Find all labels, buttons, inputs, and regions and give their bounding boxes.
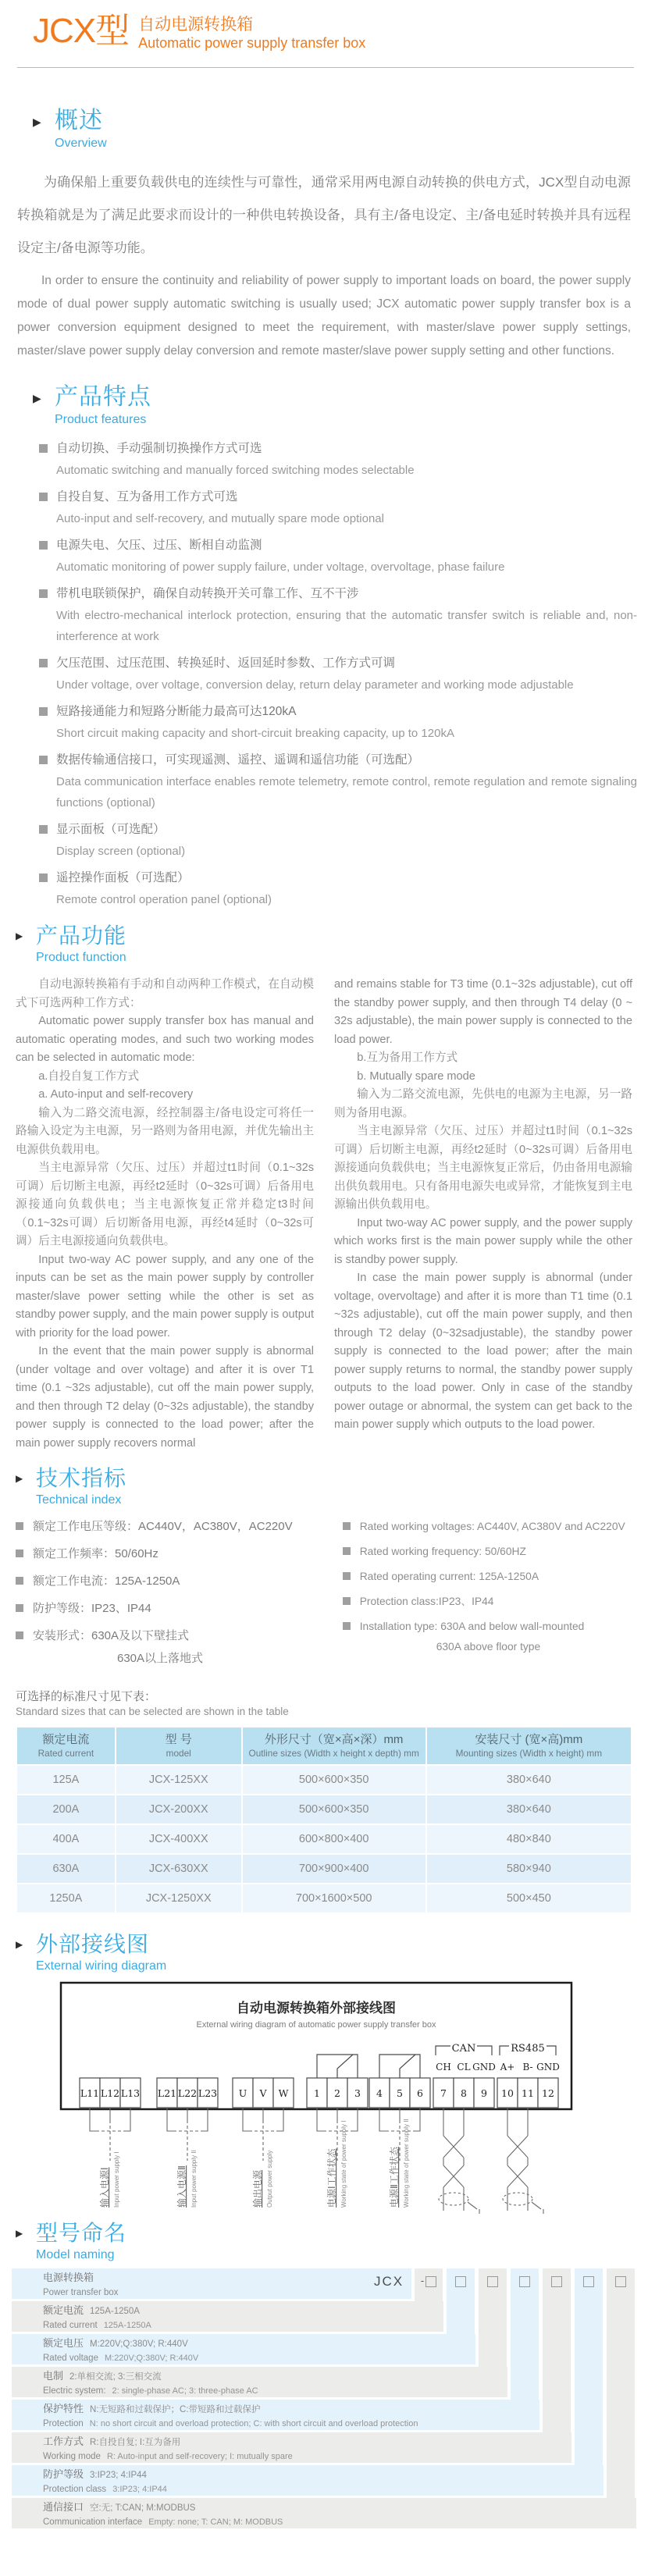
function-paragraph: 输入为二路交流电源，经控制器主/备电设定可将任一路输入设定为主电源，另一路则为备用电源，并优先输出主电源供负载用电。 [16,1106,314,1156]
twisted-pair-cable [503,2108,549,2214]
feature-text-cn: 欠压范围、过压范围、转换延时、返回延时参数、工作方式可调 [56,656,396,670]
sizes-note-cn: 可选择的标准尺寸见下表： [16,1690,157,1703]
tech-item: 安装形式：630A及以下壁挂式 [16,1628,343,1644]
overview-heading-cn: 概述 [55,108,103,133]
table-cell: 200A [17,1795,115,1823]
feature-text-cn: 遥控操作面板（可选配） [56,871,190,884]
feature-text-cn: 短路接通能力和短路分断能力最高可达120kA [56,705,297,718]
svg-text:2: 2 [334,2087,340,2099]
naming-heading-en: Model naming [36,2248,115,2261]
designator-box [425,2276,436,2287]
svg-text:7: 7 [440,2087,447,2099]
svg-text:CL: CL [457,2062,471,2073]
header-divider [17,67,634,68]
tech-item: Rated operating current: 125A-1250A [343,1568,632,1585]
table-cell: 630A [17,1855,115,1883]
bullet-square-icon [343,1522,351,1530]
svg-text:GND: GND [536,2062,560,2073]
svg-text:Input power supply II: Input power supply II [190,2150,198,2208]
svg-text:L13: L13 [120,2087,141,2099]
twisted-pair-cable [439,2108,485,2214]
wiring-heading-en: External wiring diagram [36,1959,167,1973]
bullet-square-icon [16,1577,23,1585]
function-paragraph: 输入为二路交流电源，先供电的电源为主电源，另一路则为备用电源。 [334,1088,632,1119]
designator-box [519,2276,530,2287]
tech-column-en [343,1518,632,1676]
wiring-title-en: External wiring diagram of automatic power supply transfer box [196,2020,436,2030]
wire-stubs [90,2108,420,2161]
function-paragraph: b.互为备用工作方式 [357,1051,458,1064]
table-cell: JCX-400XX [116,1825,241,1853]
section-product-function [0,923,648,1453]
function-paragraph: a. Auto-input and self-recovery [38,1088,194,1101]
table-cell: 500×600×350 [243,1766,425,1794]
sizes-table [16,1726,632,1914]
svg-text:L22: L22 [177,2087,198,2099]
function-paragraph: Automatic power supply transfer box has manual and automatic operating modes, and such two working modes can be selected in automatic mode: [16,1015,314,1064]
feature-text-en: Short circuit making capacity and short-circuit breaking capacity, up to 120kA [56,727,454,740]
bullet-square-icon [343,1572,351,1580]
svg-text:V: V [259,2087,267,2099]
designator-box [551,2276,562,2287]
feature-item [0,438,648,481]
feature-item [0,749,648,813]
bullet-square-icon [39,589,48,598]
tech-item: 防护等级：IP23、IP44 [16,1600,343,1617]
product-title-en: Automatic power supply transfer box [138,35,366,51]
designator-box [487,2276,498,2287]
svg-text:L11: L11 [80,2087,100,2099]
bullet-square-icon [16,1604,23,1612]
bullet-square-icon [39,444,48,453]
dash-separator: - [420,2275,425,2286]
feature-text-en: Remote control operation panel (optional) [56,893,272,906]
function-paragraph: In the event that the main power supply is abnormal (under voltage and over voltage) and after it is over T1 time (0.1 ~32s adjustable), cut off the main power supply, and then through T2 delay (0~32s adjustable), the standby power supply is connected to the load power; after the main power supply recovers normal [16,1345,314,1450]
feature-text-en: Automatic switching and manually forced switching modes selectable [56,464,415,477]
tech-item: Installation type: 630A and below wall-mounted [343,1618,632,1635]
function-paragraph: a.自投自复工作方式 [38,1069,140,1083]
svg-text:CH: CH [436,2062,451,2073]
tech-column-cn [16,1518,343,1676]
section-overview [0,107,648,363]
svg-text:10: 10 [501,2087,514,2099]
function-heading-cn: 产品功能 [36,923,127,948]
wiring-heading-cn: 外部接线图 [36,1932,150,1956]
triangle-marker-icon: ▶ [16,2228,23,2239]
section-product-features [0,383,648,910]
naming-row: 额定电流 125A-1250A Rated current 125A-1250A [12,2301,443,2332]
sizes-note [16,1688,632,1718]
can-bus-label: CAN [451,2043,476,2055]
naming-row: 通信接口 空:无; T:CAN; M:MODBUS Communication interface Empty: none; T: CAN; M: MODBUS [12,2498,636,2528]
svg-text:输入电源Ⅱ: 输入电源Ⅱ [176,2165,187,2208]
table-cell: 480×840 [427,1825,631,1853]
tech-item: 额定工作电压等级：AC440V，AC380V，AC220V [16,1518,343,1535]
overview-heading-en: Overview [55,137,107,150]
table-row [17,1884,631,1912]
table-cell: 500×600×350 [243,1795,425,1823]
ground-symbol-icon [538,2209,549,2214]
section-technical-index [0,1465,648,1676]
svg-text:3: 3 [354,2087,361,2099]
designator-box [455,2276,466,2287]
svg-text:W: W [278,2087,289,2099]
naming-row: 保护特性 N:无短路和过载保护；C:带短路和过载保护 Protection N: no short circuit and overload protection; C: with short circuit and overload protection [12,2400,539,2430]
tech-heading [0,1465,648,1509]
bullet-square-icon [343,1622,351,1630]
svg-text:A+: A+ [500,2062,515,2073]
bullet-square-icon [343,1547,351,1555]
naming-row: 防护等级 3:IP23; 4:IP44 Protection class 3:IP23; 4:IP44 [12,2465,603,2496]
table-cell: 580×940 [427,1855,631,1883]
function-columns [0,976,648,1453]
svg-text:L12: L12 [100,2087,120,2099]
designator-strip [607,2268,635,2528]
svg-text:4: 4 [376,2087,383,2099]
function-paragraph: In case the main power supply is abnormal (under voltage, overvoltage) and after it is more than T1 time (0.1 ~32s adjustable), cut off the main power supply, and then through T2 delay (0~32sadjustable), the standby power supply is connected to the load power; after the main power supply returns to normal, the standby power supply outputs to the load power. Only in case of the standby power outage or abnormal, the system can get back to the main power supply which outputs to the load power. [334,1272,632,1431]
tech-heading-en: Technical index [36,1493,122,1507]
svg-text:12: 12 [542,2087,554,2099]
section-model-naming [0,2220,648,2528]
bullet-square-icon [16,1550,23,1557]
designator-box [583,2276,594,2287]
table-cell: JCX-200XX [116,1795,241,1823]
feature-text-en: Display screen (optional) [56,845,186,858]
bullet-square-icon [39,873,48,882]
column-header: 型 号 model [116,1727,241,1764]
column-header: 额定电流 Rated current [17,1727,115,1764]
designator-strip [543,2268,571,2463]
table-cell: 125A [17,1766,115,1794]
function-paragraph: b. Mutually spare mode [357,1069,475,1083]
table-row [17,1825,631,1853]
table-cell: 600×800×400 [243,1825,425,1853]
function-paragraph: and remains stable for T3 time (0.1~32s adjustable), cut off the standby power supply, and then through T4 delay (0 ~ 32s adjustable), the main power supply is connected to the load power. [334,978,632,1046]
product-title-cn: 自动电源转换箱 [138,16,254,34]
triangle-marker-icon: ▶ [16,1939,23,1950]
bullet-square-icon [16,1522,23,1530]
table-row [17,1855,631,1883]
bullet-square-icon [39,493,48,501]
function-paragraph: 当主电源异常（欠压、过压）并超过t1时间（0.1~32s可调）后切断主电源，再经t2延时（0~32s可调）后备用电源接通向负载供电；当主电源恢复正常并稳定t3时间（0.1~32s可调）后切断备用电源，再经t4延时（0~32s可调）后主电源接通向负载供电。 [16,1162,314,1247]
triangle-marker-icon: ▶ [33,392,41,404]
table-cell: 700×900×400 [243,1855,425,1883]
sizes-table-header-row [17,1727,631,1764]
tech-item: Protection class:IP23、IP44 [343,1593,632,1610]
svg-text:8: 8 [461,2087,467,2099]
feature-item [0,867,648,910]
feature-text-en: With electro-mechanical interlock protection, ensuring that the automatic transfer switch is reliable and, non-interference at work [56,609,637,643]
svg-text:电源Ⅰ工作状态: 电源Ⅰ工作状态 [326,2148,337,2208]
function-paragraph: 自动电源转换箱有手动和自动两种工作模式，在自动模式下可选两种工作方式： [16,978,314,1009]
model-prefix: JCX [374,2274,404,2289]
svg-text:电源Ⅱ工作状态: 电源Ⅱ工作状态 [389,2147,400,2208]
bullet-square-icon [16,1631,23,1639]
feature-item [0,486,648,529]
table-cell: 380×640 [427,1766,631,1794]
wiring-title-cn: 自动电源转换箱外部接线图 [237,2001,396,2016]
feature-item [0,535,648,578]
table-row [17,1795,631,1823]
svg-text:Working state of power supply: Working state of power supply I [340,2120,347,2208]
svg-text:11: 11 [522,2087,534,2099]
function-heading-en: Product function [36,951,126,964]
bullet-square-icon [39,541,48,550]
bullet-square-icon [39,825,48,834]
function-column-left [16,976,314,1453]
feature-text-en: Automatic monitoring of power supply failure, under voltage, overvoltage, phase failure [56,560,505,574]
table-cell: 1250A [17,1884,115,1912]
section-wiring-diagram [0,1931,648,2214]
feature-item [0,701,648,744]
features-heading-en: Product features [55,413,147,426]
features-heading-cn: 产品特点 [55,384,151,410]
table-cell: JCX-630XX [116,1855,241,1883]
feature-text-cn: 数据传输通信接口，可实现遥测、遥控、遥调和遥信功能（可选配） [56,753,420,767]
function-heading [0,923,648,966]
triangle-marker-icon: ▶ [16,1473,23,1484]
naming-row: 电制 2:单相交流; 3:三相交流 Electric system: 2: single-phase AC; 3: three-phase AC [12,2367,507,2397]
naming-heading [0,2220,648,2264]
wiring-diagram [12,1980,636,2214]
table-cell: 700×1600×500 [243,1884,425,1912]
designator-strip [479,2268,507,2397]
model-naming-diagram [12,2268,636,2528]
table-cell: 380×640 [427,1795,631,1823]
product-model-title: JCX型 [33,12,130,50]
naming-row: 工作方式 R:自投自复; I:互为备用 Working mode R: Auto-input and self-recovery; I: mutually spare [12,2432,571,2463]
feature-item [0,653,648,696]
function-column-right [334,976,632,1453]
tech-item-continuation: 630A above floor type [436,1641,541,1653]
designator-strip [575,2268,603,2496]
designator-box [615,2276,626,2287]
bullet-square-icon [39,756,48,764]
svg-text:5: 5 [397,2087,403,2099]
naming-row: 电源转换箱 Power transfer box [12,2268,411,2299]
sizes-note-en: Standard sizes that can be selected are shown in the table [16,1706,289,1717]
feature-list [0,438,648,910]
svg-text:L23: L23 [198,2087,218,2099]
feature-item [0,819,648,862]
overview-paragraph-cn: 为确保船上重要负载供电的连续性与可靠性，通常采用两电源自动转换的供电方式，JCX型自动电源转换箱就是为了满足此要求而设计的一种供电转换设备，具有主/备电设定、主/备电延时转换并具有远程设定主/备电源等功能。 [17,175,631,255]
page-header [0,11,648,52]
naming-row: 额定电压 M:220V;Q:380V; R:440V Rated voltage M:220V;Q:380V; R:440V [12,2334,475,2364]
triangle-marker-icon: ▶ [33,116,41,128]
feature-text-cn: 显示面板（可选配） [56,823,166,836]
feature-text-cn: 自动切换、手动强制切换操作方式可选 [56,442,262,455]
tech-item: 额定工作频率：50/60Hz [16,1546,343,1562]
table-cell: JCX-125XX [116,1766,241,1794]
bullet-square-icon [39,659,48,667]
tech-columns [0,1518,648,1676]
bullet-square-icon [343,1597,351,1605]
naming-heading-cn: 型号命名 [36,2221,127,2245]
column-header: 外形尺寸（宽×高×深）mm Outline sizes (Width x height x depth) mm [243,1727,425,1764]
tech-heading-cn: 技术指标 [36,1466,127,1490]
svg-text:9: 9 [481,2087,487,2099]
wiring-heading [0,1931,648,1975]
tech-item: Rated working voltages: AC440V, AC380V and AC220V [343,1518,632,1535]
svg-text:6: 6 [417,2087,423,2099]
bullet-square-icon [39,707,48,716]
features-heading [0,383,648,429]
feature-text-cn: 自投自复、互为备用工作方式可选 [56,490,238,503]
ground-symbol-icon [474,2209,485,2214]
feature-item [0,583,648,647]
designator-strip [415,2268,443,2332]
feature-text-en: Auto-input and self-recovery, and mutually spare mode optional [56,512,384,525]
svg-text:输入电源Ⅰ: 输入电源Ⅰ [99,2167,110,2208]
svg-text:Input power supply I: Input power supply I [113,2151,120,2208]
svg-text:B-: B- [522,2062,533,2073]
overview-paragraph-en: In order to ensure the continuity and reliability of power supply to important loads on board, the power supply mode of dual power supply automatic switching is usually used; JCX automatic power supply transfer box is a power conversion equipment designed to meet the requirement, with master/slave power supply settings, master/slave power supply delay conversion and remote master/slave power supply setting and other functions. [17,274,631,358]
svg-text:输出电源: 输出电源 [252,2169,263,2208]
feature-text-en: Data communication interface enables remote telemetry, remote control, remote regulation and remote signaling functions (optional) [56,775,637,809]
designator-strip [511,2268,539,2430]
function-paragraph: Input two-way AC power supply, and any one of the inputs can be set as the main power supply by controller master/slave power setting while the other is set as standby power supply, and the main power supply is output with priority for the load power. [16,1253,314,1340]
svg-text:1: 1 [314,2087,320,2099]
feature-text-en: Under voltage, over voltage, conversion delay, return delay parameter and working mode adjustable [56,678,574,692]
feature-text-cn: 带机电联锁保护，确保自动转换开关可靠工作、互不干涉 [56,587,359,600]
feature-text-cn: 电源失电、欠压、过压、断相自动监测 [56,539,262,552]
svg-text:Working state of power supply: Working state of power supply II [403,2119,410,2208]
svg-text:GND: GND [472,2062,496,2073]
rs485-bus-label: RS485 [511,2043,545,2055]
svg-text:Output power supply: Output power supply [266,2150,273,2208]
designator-strip [447,2268,475,2364]
wire-group-labels [98,2119,410,2208]
tech-item: 额定工作电流：125A-1250A [16,1573,343,1589]
table-cell: 400A [17,1825,115,1853]
triangle-marker-icon: ▶ [16,930,23,941]
tech-item-continuation: 630A以上落地式 [117,1652,204,1665]
function-paragraph: Input two-way AC power supply, and the power supply which works first is the main power supply while the other is standby power supply. [334,1216,632,1266]
svg-text:U: U [238,2087,247,2099]
tech-item: Rated working frequency: 50/60HZ [343,1543,632,1560]
table-cell: JCX-1250XX [116,1884,241,1912]
overview-heading [0,107,648,152]
function-paragraph: 当主电源异常（欠压、过压）并超过t1时间（0.1~32s可调）后切断主电源，再经t2延时（0~32s可调）后备用电源接通向负载供电；当主电源恢复正常后，仍由备用电源输出供负载用电。只有备用电源失电或异常，才能恢复到主电源输出供负载用电。 [334,1125,632,1211]
svg-text:L21: L21 [157,2087,177,2099]
table-cell: 500×450 [427,1884,631,1912]
table-row [17,1766,631,1794]
column-header: 安装尺寸 (宽×高)mm Mounting sizes (Width x height) mm [427,1727,631,1764]
